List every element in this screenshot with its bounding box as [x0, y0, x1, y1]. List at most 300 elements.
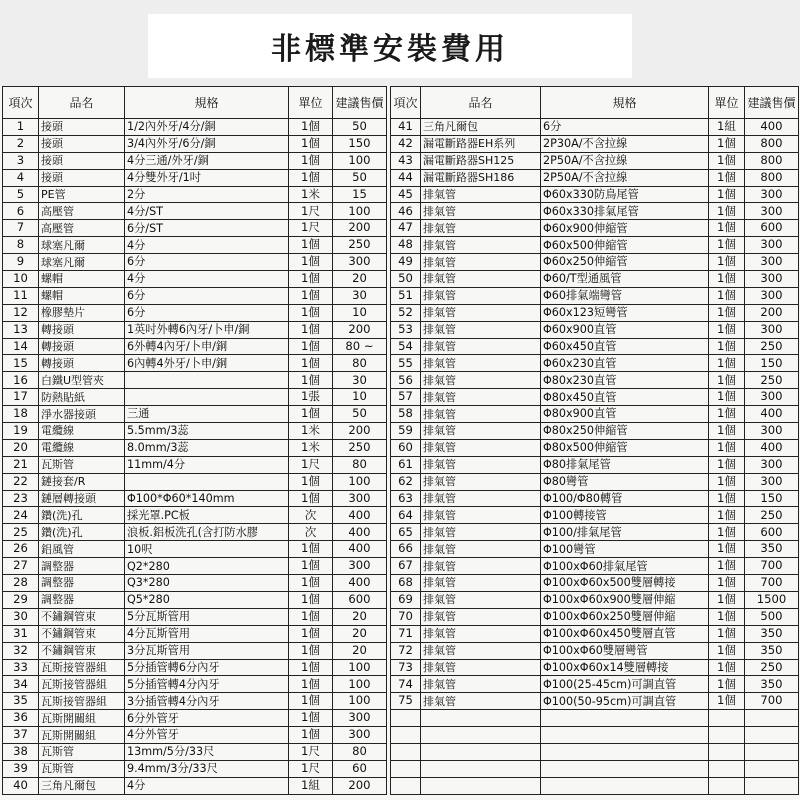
item-price: 80	[333, 355, 387, 372]
item-unit	[709, 777, 745, 794]
table-row	[391, 558, 799, 575]
item-spec: Q2*280	[125, 558, 289, 575]
item-unit: 1個	[709, 152, 745, 169]
item-price: 300	[745, 271, 799, 288]
item-no: 57	[391, 389, 421, 406]
table-row	[3, 575, 387, 592]
item-price: 50	[333, 169, 387, 186]
item-unit: 1個	[289, 591, 333, 608]
item-no: 41	[391, 119, 421, 136]
item-name: 排氣管	[421, 507, 541, 524]
item-spec: 6外轉4內牙/卜申/銅	[125, 338, 289, 355]
item-price: 500	[745, 608, 799, 625]
table-row	[3, 608, 387, 625]
item-price: 20	[333, 642, 387, 659]
item-unit: 1米	[289, 423, 333, 440]
item-name: 排氣管	[421, 490, 541, 507]
header-price: 建議售價	[745, 87, 799, 119]
item-no: 29	[3, 591, 39, 608]
item-unit: 1個	[289, 693, 333, 710]
item-price: 200	[745, 304, 799, 321]
item-unit: 1個	[289, 727, 333, 744]
price-sheet	[0, 86, 800, 800]
item-unit: 1個	[709, 591, 745, 608]
item-price: 60	[333, 760, 387, 777]
table-row	[3, 760, 387, 777]
item-spec: Φ60排氣端彎管	[541, 287, 709, 304]
item-no: 6	[3, 203, 39, 220]
item-no: 56	[391, 372, 421, 389]
item-unit: 1組	[289, 777, 333, 794]
item-price: 600	[745, 524, 799, 541]
item-no: 64	[391, 507, 421, 524]
item-no	[391, 710, 421, 727]
item-spec	[541, 727, 709, 744]
item-name	[421, 727, 541, 744]
item-spec: Φ80x250伸縮管	[541, 423, 709, 440]
item-name: 排氣管	[421, 237, 541, 254]
table-row	[391, 203, 799, 220]
item-name: 螺帽	[39, 271, 125, 288]
item-name: 接頭	[39, 152, 125, 169]
table-row	[391, 507, 799, 524]
item-price	[745, 777, 799, 794]
item-spec: 4分外管牙	[125, 727, 289, 744]
table-row	[3, 169, 387, 186]
table-row	[391, 169, 799, 186]
item-price	[745, 743, 799, 760]
item-no: 37	[3, 727, 39, 744]
item-price: 400	[745, 119, 799, 136]
item-no: 38	[3, 743, 39, 760]
item-price: 350	[745, 541, 799, 558]
item-price: 20	[333, 625, 387, 642]
item-spec: Φ100xΦ60排氣尾管	[541, 558, 709, 575]
table-row	[391, 642, 799, 659]
item-spec: 浪板.鋁板洗孔(含打防水膠	[125, 524, 289, 541]
item-price: 350	[745, 642, 799, 659]
table-row	[3, 220, 387, 237]
item-price: 250	[745, 372, 799, 389]
item-no: 16	[3, 372, 39, 389]
item-spec	[541, 777, 709, 794]
item-price: 100	[333, 693, 387, 710]
item-price: 300	[745, 287, 799, 304]
item-spec: 6分/ST	[125, 220, 289, 237]
item-no: 66	[391, 541, 421, 558]
price-table-left	[2, 86, 387, 795]
item-name: 鑽(洗)孔	[39, 507, 125, 524]
item-no: 36	[3, 710, 39, 727]
item-spec: 三通	[125, 406, 289, 423]
item-price: 30	[333, 287, 387, 304]
item-unit: 1個	[709, 575, 745, 592]
item-price: 100	[333, 659, 387, 676]
item-name: 球塞凡爾	[39, 237, 125, 254]
table-row	[3, 727, 387, 744]
table-row	[3, 693, 387, 710]
item-name: 排氣管	[421, 220, 541, 237]
item-name: 排氣管	[421, 271, 541, 288]
item-price: 100	[333, 473, 387, 490]
table-row	[391, 625, 799, 642]
item-unit: 1個	[289, 169, 333, 186]
item-spec: Φ100/排氣尾管	[541, 524, 709, 541]
item-no: 7	[3, 220, 39, 237]
item-no	[391, 760, 421, 777]
item-unit: 1個	[289, 135, 333, 152]
item-name: 排氣管	[421, 203, 541, 220]
item-price: 250	[333, 237, 387, 254]
item-price: 250	[745, 338, 799, 355]
item-spec: Φ60x230直管	[541, 355, 709, 372]
item-name: 排氣管	[421, 524, 541, 541]
item-no: 42	[391, 135, 421, 152]
item-spec: 1英吋外轉6內牙/卜申/銅	[125, 321, 289, 338]
item-spec: 13mm/5分/33尺	[125, 743, 289, 760]
item-price: 50	[333, 119, 387, 136]
item-spec: Φ100xΦ60x450雙層直管	[541, 625, 709, 642]
item-no: 34	[3, 676, 39, 693]
item-spec: 3分瓦斯管用	[125, 642, 289, 659]
item-no: 48	[391, 237, 421, 254]
table-row	[391, 423, 799, 440]
item-no: 24	[3, 507, 39, 524]
item-price	[745, 710, 799, 727]
item-unit: 1個	[709, 456, 745, 473]
table-row	[391, 389, 799, 406]
item-unit: 1個	[709, 423, 745, 440]
table-row	[391, 338, 799, 355]
item-unit: 1個	[709, 507, 745, 524]
item-spec: 11mm/4分	[125, 456, 289, 473]
item-name: 瓦斯接管器組	[39, 693, 125, 710]
item-no: 74	[391, 676, 421, 693]
item-unit: 1個	[709, 254, 745, 271]
item-no: 43	[391, 152, 421, 169]
item-price: 200	[333, 777, 387, 794]
item-unit	[709, 760, 745, 777]
item-spec: 採光罩.PC板	[125, 507, 289, 524]
item-name: 瓦斯接管器組	[39, 659, 125, 676]
item-price	[745, 760, 799, 777]
item-name: 排氣管	[421, 625, 541, 642]
item-unit: 1個	[709, 625, 745, 642]
table-row	[391, 237, 799, 254]
item-spec: Φ80x230直管	[541, 372, 709, 389]
item-unit: 1個	[289, 625, 333, 642]
item-price: 150	[333, 135, 387, 152]
item-unit: 1個	[289, 575, 333, 592]
item-no: 11	[3, 287, 39, 304]
item-unit: 1個	[709, 203, 745, 220]
item-spec	[541, 743, 709, 760]
item-name: 瓦斯開關組	[39, 727, 125, 744]
item-name: 轉接頭	[39, 321, 125, 338]
header-no: 項次	[391, 87, 421, 119]
item-price: 300	[745, 456, 799, 473]
table-row	[391, 287, 799, 304]
item-name: 接頭	[39, 169, 125, 186]
item-spec: 2分	[125, 186, 289, 203]
item-name: 排氣管	[421, 372, 541, 389]
table-row	[3, 186, 387, 203]
table-row	[391, 490, 799, 507]
item-unit: 1個	[709, 608, 745, 625]
item-unit: 1個	[709, 186, 745, 203]
item-unit: 1個	[709, 135, 745, 152]
item-price: 400	[745, 406, 799, 423]
item-spec: 6分	[125, 304, 289, 321]
item-unit: 1個	[289, 490, 333, 507]
table-row	[3, 642, 387, 659]
item-no: 15	[3, 355, 39, 372]
item-name: 接頭	[39, 135, 125, 152]
header-unit: 單位	[709, 87, 745, 119]
header-no: 項次	[3, 87, 39, 119]
item-unit: 1尺	[289, 203, 333, 220]
table-row	[391, 119, 799, 136]
header-unit: 單位	[289, 87, 333, 119]
table-row	[3, 490, 387, 507]
item-no: 4	[3, 169, 39, 186]
item-spec: Φ80彎管	[541, 473, 709, 490]
item-no: 22	[3, 473, 39, 490]
table-row	[3, 541, 387, 558]
item-unit: 1個	[289, 710, 333, 727]
item-name: 轉接頭	[39, 355, 125, 372]
item-unit: 1個	[289, 254, 333, 271]
item-no: 10	[3, 271, 39, 288]
item-no: 68	[391, 575, 421, 592]
table-row	[3, 507, 387, 524]
item-spec: 6內轉4外牙/卜申/銅	[125, 355, 289, 372]
item-spec	[125, 473, 289, 490]
item-name: 調整器	[39, 591, 125, 608]
item-no: 23	[3, 490, 39, 507]
item-no: 54	[391, 338, 421, 355]
item-unit: 1個	[289, 338, 333, 355]
item-no: 52	[391, 304, 421, 321]
item-spec	[125, 389, 289, 406]
table-row	[3, 372, 387, 389]
title-banner	[148, 14, 632, 78]
item-price: 250	[745, 659, 799, 676]
table-row	[391, 321, 799, 338]
table-row	[3, 591, 387, 608]
item-spec: 4分	[125, 777, 289, 794]
item-no: 39	[3, 760, 39, 777]
table-row	[3, 355, 387, 372]
item-spec: Φ100(25-45cm)可調直管	[541, 676, 709, 693]
item-no: 3	[3, 152, 39, 169]
item-unit: 1個	[709, 659, 745, 676]
item-unit: 1個	[289, 119, 333, 136]
item-spec: 4分/ST	[125, 203, 289, 220]
item-price: 300	[333, 490, 387, 507]
item-no: 2	[3, 135, 39, 152]
item-no: 25	[3, 524, 39, 541]
item-unit: 1個	[709, 304, 745, 321]
item-unit: 1張	[289, 389, 333, 406]
item-name: 瓦斯管	[39, 456, 125, 473]
item-price: 250	[745, 507, 799, 524]
item-price: 100	[333, 152, 387, 169]
item-name: 排氣管	[421, 473, 541, 490]
item-price: 400	[333, 524, 387, 541]
item-no: 73	[391, 659, 421, 676]
table-row	[391, 676, 799, 693]
item-name: 排氣管	[421, 304, 541, 321]
table-row	[3, 119, 387, 136]
item-spec: Q5*280	[125, 591, 289, 608]
item-name: 排氣管	[421, 186, 541, 203]
item-no: 53	[391, 321, 421, 338]
item-unit: 1尺	[289, 743, 333, 760]
item-spec: 5分瓦斯管用	[125, 608, 289, 625]
table-row	[391, 152, 799, 169]
item-name: 排氣管	[421, 659, 541, 676]
item-unit: 1個	[289, 287, 333, 304]
table-row	[3, 473, 387, 490]
item-spec: 4分三通/外牙/銅	[125, 152, 289, 169]
item-price: 300	[333, 710, 387, 727]
item-price: 400	[333, 541, 387, 558]
table-row	[3, 710, 387, 727]
item-name: 電纜線	[39, 439, 125, 456]
item-price: 100	[333, 676, 387, 693]
item-unit: 1個	[709, 693, 745, 710]
table-body-left	[3, 119, 387, 795]
item-spec: 9.4mm/3分/33尺	[125, 760, 289, 777]
item-spec: Φ60x450直管	[541, 338, 709, 355]
item-no: 70	[391, 608, 421, 625]
item-name: 排氣管	[421, 406, 541, 423]
item-unit: 1個	[709, 439, 745, 456]
item-name: 不鏽鋼管束	[39, 642, 125, 659]
item-price: 300	[333, 254, 387, 271]
item-spec: Φ60x123短彎管	[541, 304, 709, 321]
item-unit: 1個	[709, 355, 745, 372]
item-spec: 8.0mm/3蕊	[125, 439, 289, 456]
item-price: 700	[745, 558, 799, 575]
item-unit: 1個	[289, 558, 333, 575]
item-no: 1	[3, 119, 39, 136]
item-price: 300	[745, 254, 799, 271]
table-row	[391, 524, 799, 541]
item-name: 不鏽鋼管束	[39, 625, 125, 642]
item-unit: 1米	[289, 439, 333, 456]
item-spec: 2P30A/不含拉線	[541, 135, 709, 152]
item-spec: 4分	[125, 237, 289, 254]
table-row	[3, 203, 387, 220]
table-row	[391, 693, 799, 710]
item-spec: Φ100xΦ60雙層彎管	[541, 642, 709, 659]
item-unit: 1個	[289, 152, 333, 169]
item-price: 150	[745, 490, 799, 507]
item-spec: 6分	[125, 287, 289, 304]
item-price: 400	[745, 439, 799, 456]
item-price: 600	[333, 591, 387, 608]
item-no: 9	[3, 254, 39, 271]
table-row	[391, 727, 799, 744]
table-header-row	[391, 87, 799, 119]
item-price: 80	[333, 456, 387, 473]
item-unit: 1個	[709, 389, 745, 406]
table-row	[391, 456, 799, 473]
item-name: 防熱貼紙	[39, 389, 125, 406]
item-spec: Φ80排氣尾管	[541, 456, 709, 473]
item-spec	[541, 710, 709, 727]
header-spec: 規格	[125, 87, 289, 119]
item-no: 13	[3, 321, 39, 338]
item-no: 72	[391, 642, 421, 659]
item-name: 螺帽	[39, 287, 125, 304]
table-row	[3, 338, 387, 355]
item-spec: 6分	[541, 119, 709, 136]
item-unit	[709, 710, 745, 727]
item-spec: Φ80x450直管	[541, 389, 709, 406]
item-unit: 1個	[289, 237, 333, 254]
item-name: 鏈接套/R	[39, 473, 125, 490]
item-spec: 4分雙外牙/1吋	[125, 169, 289, 186]
table-row	[391, 304, 799, 321]
item-unit: 1尺	[289, 220, 333, 237]
item-spec: 5分插管轉6分內牙	[125, 659, 289, 676]
table-row	[3, 287, 387, 304]
item-name: 淨水器接頭	[39, 406, 125, 423]
item-unit: 1個	[709, 541, 745, 558]
item-price: 10	[333, 389, 387, 406]
item-no: 47	[391, 220, 421, 237]
item-price: 200	[333, 423, 387, 440]
item-unit	[709, 743, 745, 760]
item-no: 32	[3, 642, 39, 659]
item-no: 49	[391, 254, 421, 271]
table-row	[391, 439, 799, 456]
item-name: 白鐵U型管夾	[39, 372, 125, 389]
item-no	[391, 777, 421, 794]
item-unit: 1米	[289, 186, 333, 203]
item-spec: Φ60x900伸縮管	[541, 220, 709, 237]
item-price: 1500	[745, 591, 799, 608]
item-price: 300	[333, 558, 387, 575]
item-spec: 6分	[125, 254, 289, 271]
item-name: PE管	[39, 186, 125, 203]
item-name: 排氣管	[421, 456, 541, 473]
item-spec: 2P50A/不含拉線	[541, 169, 709, 186]
item-price: 20	[333, 608, 387, 625]
item-name: 排氣管	[421, 287, 541, 304]
item-no: 60	[391, 439, 421, 456]
item-no: 69	[391, 591, 421, 608]
item-no: 27	[3, 558, 39, 575]
table-row	[3, 558, 387, 575]
item-name: 排氣管	[421, 676, 541, 693]
table-row	[391, 743, 799, 760]
item-name: 三角凡爾包	[421, 119, 541, 136]
table-row	[391, 608, 799, 625]
item-name: 鑽(洗)孔	[39, 524, 125, 541]
item-name: 調整器	[39, 575, 125, 592]
item-name: 漏電斷路器EH系列	[421, 135, 541, 152]
item-no: 51	[391, 287, 421, 304]
item-no: 62	[391, 473, 421, 490]
item-spec: Q3*280	[125, 575, 289, 592]
table-row	[391, 541, 799, 558]
item-spec: 5.5mm/3蕊	[125, 423, 289, 440]
header-spec: 規格	[541, 87, 709, 119]
